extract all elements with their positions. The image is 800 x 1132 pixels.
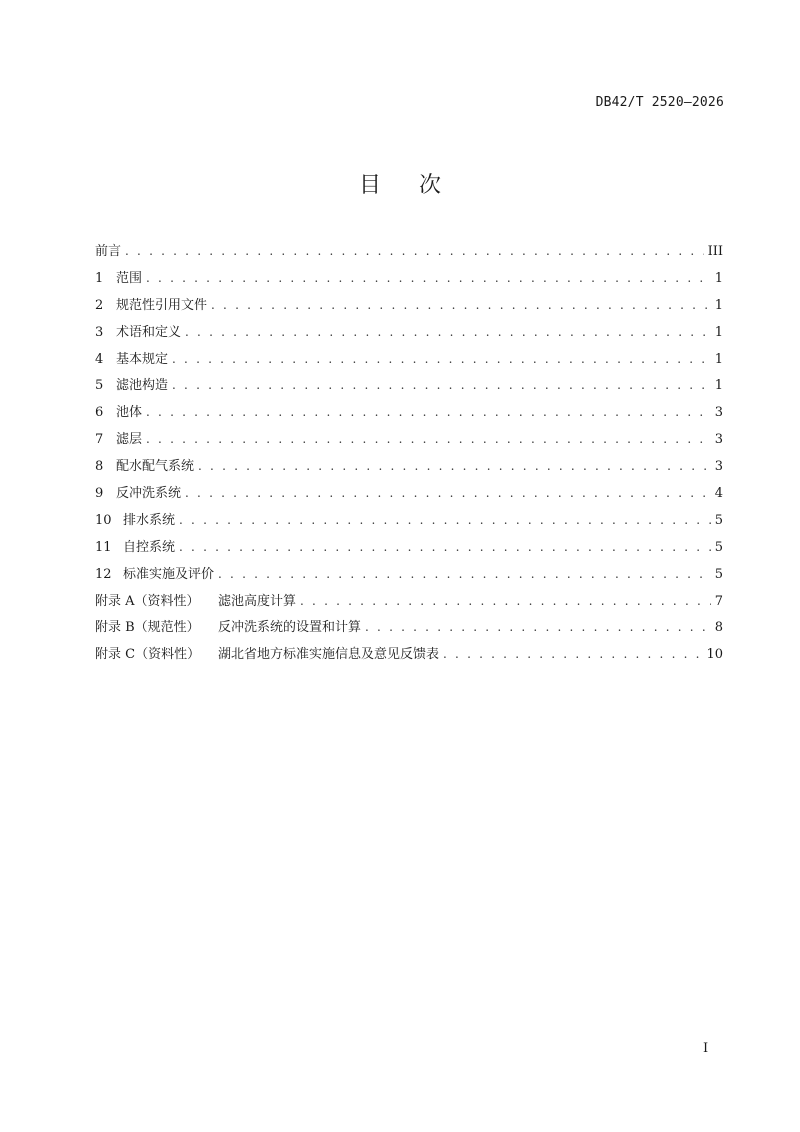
toc-leader-dots <box>179 540 711 554</box>
toc-entry-number: 2 <box>95 297 104 313</box>
toc-entry-page: 1 <box>714 351 723 367</box>
toc-leader-dots <box>218 567 711 581</box>
toc-entry-label: 附录 C（资料性） 湖北省地方标准实施信息及意见反馈表 <box>95 643 439 662</box>
toc-leader-dots <box>185 486 711 500</box>
toc-entry-11[interactable] <box>95 536 723 563</box>
toc-entry-label: 附录 A（资料性） 滤池高度计算 <box>95 590 296 609</box>
toc-entry-page: 1 <box>714 297 723 313</box>
toc-entry-label: 11 自控系统 <box>95 539 176 555</box>
toc-entry-10[interactable] <box>95 509 723 536</box>
toc-entry-label: 7 滤层 <box>95 432 143 448</box>
toc-entry-1[interactable] <box>95 267 723 294</box>
toc-entry-page: 1 <box>714 270 723 286</box>
toc-entry-page: 10 <box>706 647 723 663</box>
toc-leader-dots <box>146 271 711 285</box>
toc-leader-dots <box>179 513 711 527</box>
toc-entry-number: 1 <box>95 270 104 286</box>
toc-entry-5[interactable] <box>95 374 723 401</box>
toc-entry-appendix-c[interactable] <box>95 643 723 670</box>
page-number: I <box>703 1041 709 1056</box>
toc-entry-8[interactable] <box>95 455 723 482</box>
toc-entry-label: 2 规范性引用文件 <box>95 297 208 313</box>
toc-entry-label: 10 排水系统 <box>95 512 176 528</box>
toc-entry-page: 5 <box>714 566 723 582</box>
toc-entry-page: 8 <box>714 620 723 636</box>
toc-entry-page: 3 <box>714 405 723 421</box>
toc-entry-label: 5 滤池构造 <box>95 378 169 394</box>
toc-leader-dots <box>185 325 711 339</box>
toc-entry-page: 3 <box>714 432 723 448</box>
appendix-label: 附录 B（规范性） <box>95 620 200 636</box>
toc-entry-label: 附录 B（规范性） 反冲洗系统的设置和计算 <box>95 616 361 635</box>
toc-entry-number: 5 <box>95 378 104 394</box>
toc-entry-label: 3 术语和定义 <box>95 324 182 340</box>
appendix-label: 附录 C（资料性） <box>95 647 201 663</box>
toc-entry-label: 4 基本规定 <box>95 351 169 367</box>
toc-entry-label: 6 池体 <box>95 405 143 421</box>
toc-leader-dots <box>172 378 711 392</box>
toc-entry-page: 5 <box>714 539 723 555</box>
toc-leader-dots <box>211 298 711 312</box>
toc-entry-label: 12 标准实施及评价 <box>95 566 215 582</box>
document-code: DB42/T 2520—2026 <box>595 95 724 110</box>
toc-entry-2[interactable] <box>95 294 723 321</box>
toc-entry-appendix-b[interactable] <box>95 616 723 643</box>
toc-entry-7[interactable] <box>95 428 723 455</box>
toc-entry-label: 1 范围 <box>95 270 143 286</box>
toc-entry-number: 4 <box>95 351 104 367</box>
toc-entry-number: 7 <box>95 432 104 448</box>
toc-entry-number: 11 <box>95 539 112 555</box>
toc-leader-dots <box>365 620 711 634</box>
toc-entry-4[interactable] <box>95 348 723 375</box>
toc-entry-page: III <box>707 244 723 259</box>
toc-entry-number: 12 <box>95 566 112 582</box>
toc-entry-page: 1 <box>714 378 723 394</box>
toc-entry-page: 4 <box>714 486 723 502</box>
toc-entry-number: 6 <box>95 405 104 421</box>
toc-entry-12[interactable] <box>95 563 723 590</box>
toc-entry-label: 9 反冲洗系统 <box>95 486 182 502</box>
toc-entry-label: 8 配水配气系统 <box>95 459 195 475</box>
toc-entry-9[interactable] <box>95 482 723 509</box>
toc-entry-page: 5 <box>714 512 723 528</box>
toc-entry-page: 1 <box>714 324 723 340</box>
toc-entry-appendix-a[interactable] <box>95 590 723 617</box>
toc-leader-dots <box>146 405 711 419</box>
toc-entry-page: 3 <box>714 459 723 475</box>
appendix-label: 附录 A（资料性） <box>95 593 200 609</box>
toc-leader-dots <box>172 352 711 366</box>
toc-entry-page: 7 <box>714 593 723 609</box>
toc-leader-dots <box>198 459 711 473</box>
toc-leader-dots <box>125 244 704 258</box>
toc-leader-dots <box>300 594 711 608</box>
toc-entry-6[interactable] <box>95 401 723 428</box>
toc-entry-number: 8 <box>95 459 104 475</box>
toc-leader-dots <box>443 647 702 661</box>
table-of-contents <box>95 240 723 670</box>
toc-leader-dots <box>146 432 711 446</box>
toc-entry-3[interactable] <box>95 321 723 348</box>
toc-entry-number: 9 <box>95 486 104 502</box>
toc-entry-number: 10 <box>95 512 112 528</box>
page-title: 目次 <box>358 173 479 198</box>
toc-entry-number: 3 <box>95 324 104 340</box>
toc-entry-preface[interactable] <box>95 240 723 267</box>
toc-entry-label: 前言 <box>95 244 122 259</box>
